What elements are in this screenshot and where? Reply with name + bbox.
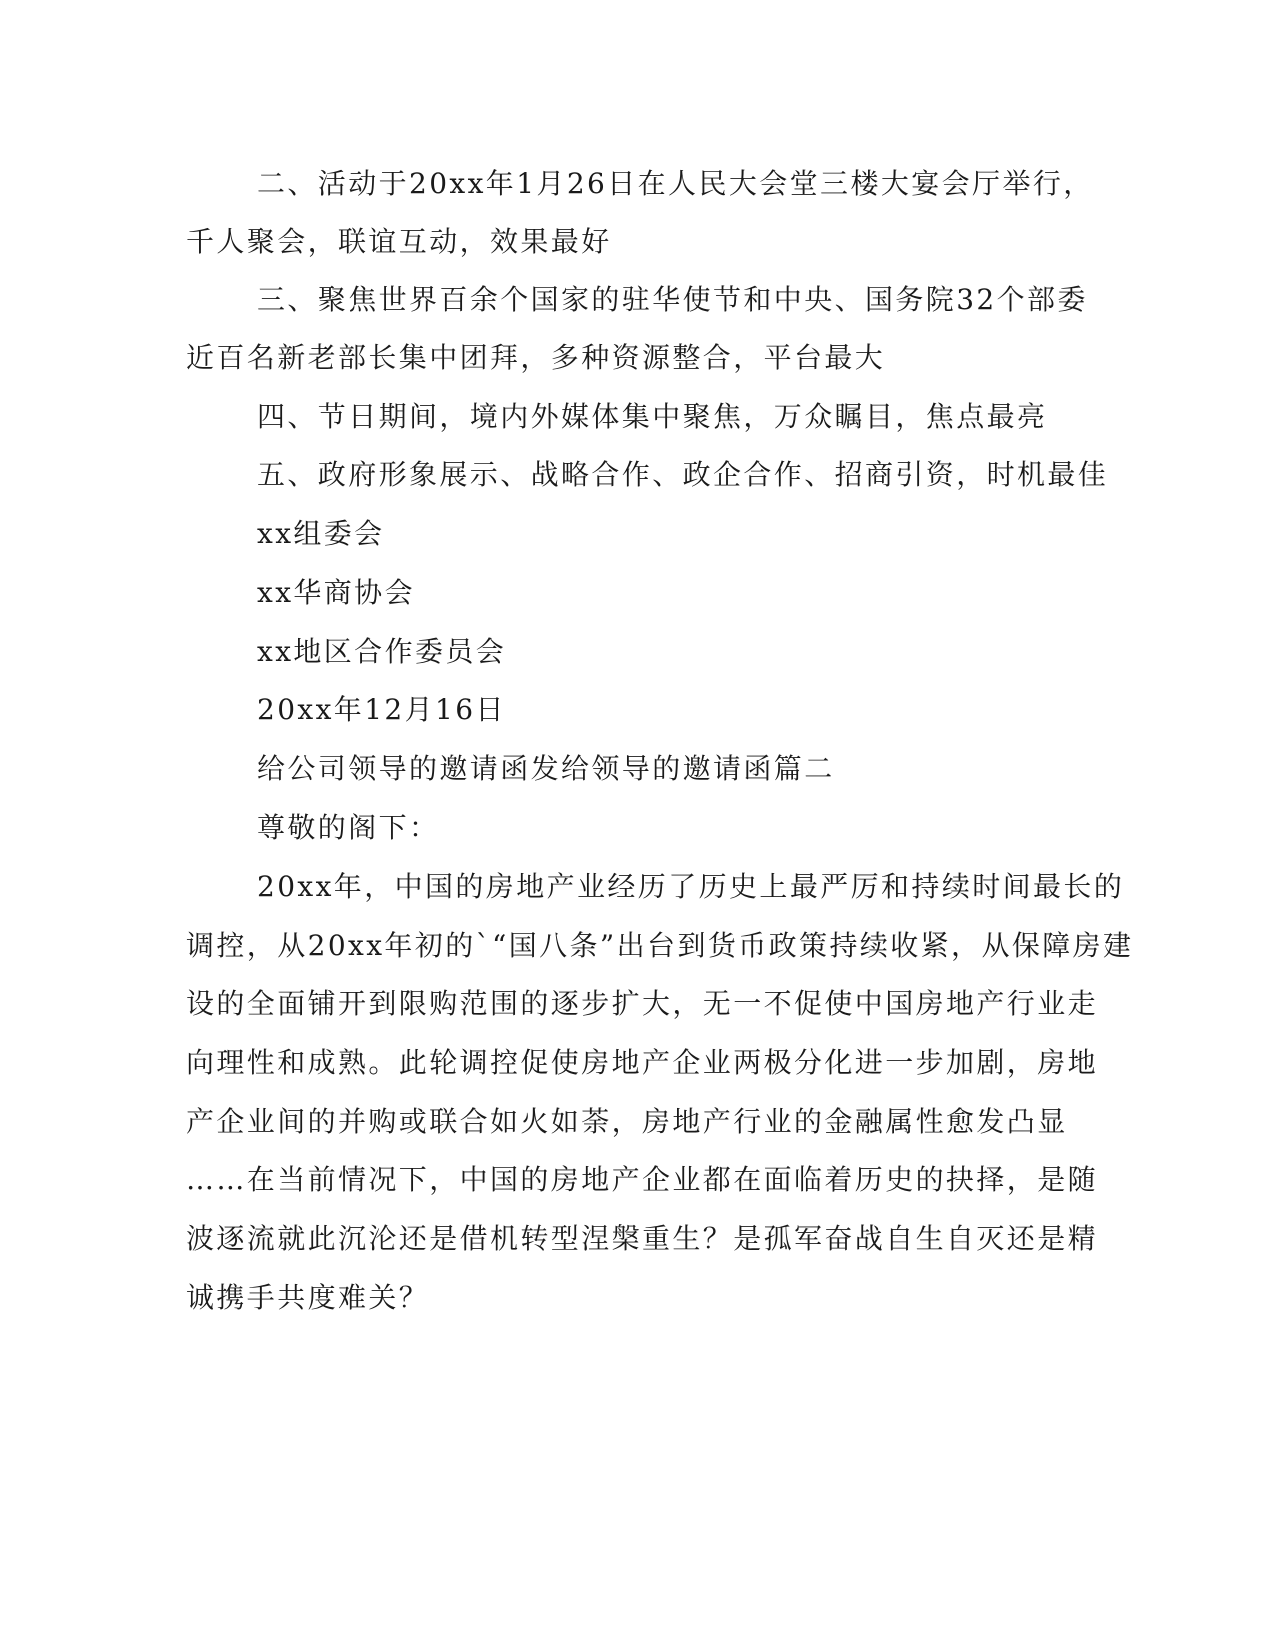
signature-organizer-1: xx组委会 [257, 517, 385, 550]
body-paragraph-line-4: 向理性和成熟。此轮调控促使房地产企业两极分化进一步加剧，房地 [186, 1046, 1099, 1079]
signature-organizer-2: xx华商协会 [257, 576, 415, 609]
section-heading: 给公司领导的邀请函发给领导的邀请函篇二 [257, 752, 835, 785]
signature-organizer-3: xx地区合作委员会 [257, 635, 507, 668]
paragraph-item-3-line-2: 近百名新老部长集中团拜，多种资源整合，平台最大 [186, 341, 886, 374]
body-paragraph-line-5: 产企业间的并购或联合如火如荼，房地产行业的金融属性愈发凸显 [186, 1105, 1068, 1138]
body-paragraph-line-3: 设的全面铺开到限购范围的逐步扩大，无一不促使中国房地产行业走 [186, 987, 1099, 1020]
paragraph-item-2-line-2: 千人聚会，联谊互动，效果最好 [186, 225, 612, 258]
salutation: 尊敬的阁下： [257, 811, 440, 844]
paragraph-item-2-line-1: 二、活动于20xx年1月26日在人民大会堂三楼大宴会厅举行， [257, 167, 1094, 200]
paragraph-item-3-line-1: 三、聚焦世界百余个国家的驻华使节和中央、国务院32个部委 [257, 283, 1088, 316]
body-paragraph-line-7: 波逐流就此沉沦还是借机转型涅槃重生？是孤军奋战自生自灭还是精 [186, 1222, 1099, 1255]
body-paragraph-line-8: 诚携手共度难关？ [186, 1281, 430, 1314]
body-paragraph-line-6: ……在当前情况下，中国的房地产企业都在面临着历史的抉择，是随 [186, 1163, 1099, 1196]
paragraph-item-5: 五、政府形象展示、战略合作、政企合作、招商引资，时机最佳 [257, 458, 1109, 491]
paragraph-item-4: 四、节日期间，境内外媒体集中聚焦，万众瞩目，焦点最亮 [257, 400, 1048, 433]
signature-date: 20xx年12月16日 [257, 693, 506, 726]
body-paragraph-line-1: 20xx年，中国的房地产业经历了历史上最严厉和持续时间最长的 [257, 870, 1125, 903]
body-paragraph-line-2: 调控，从20xx年初的`“国八条”出台到货币政策持续收紧，从保障房建 [186, 929, 1134, 962]
